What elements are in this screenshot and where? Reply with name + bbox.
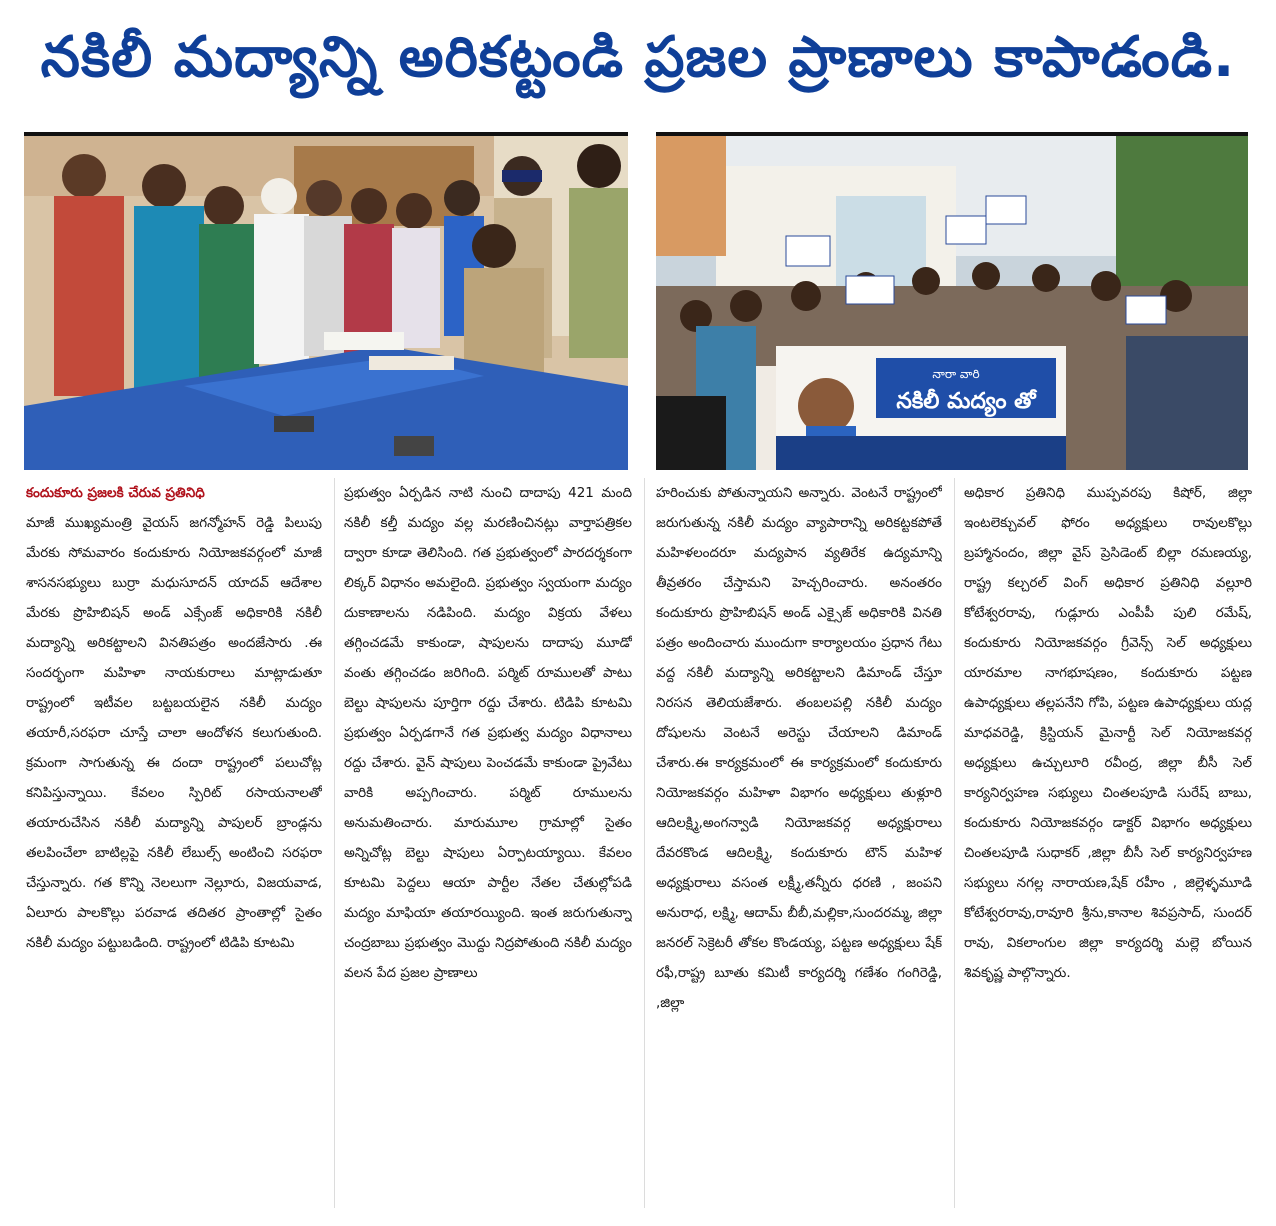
article-text: హరించుకు పోతున్నాయని అన్నారు. వెంటనే రాష్ట్రంలో జరుగుతున్న నకిలీ మద్యం వ్యాపారాన్ని అరికట్టకపోతే మహిళలందరూ మద్యపాన వ్యతిరేక ఉద్యమాన్ని తీవ్రతరం చేస్తామని హెచ్చరించారు. అనంతరం కందుకూరు ప్రొహిబిషన్ అండ్ ఎక్సైజ్ అధికారికి వినతి పత్రం అందించారు ముందుగా కార్యాలయం ప్రధాన గేటు వద్ద నకిలీ మద్యాన్ని అరికట్టాలని డిమాండ్ చేస్తూ నిరసన తెలియజేశారు. తంబలపల్లి నకిలీ మద్యం దోషులను వెంటనే అరెస్టు చేయాలని డిమాండ్ చేశారు.ఈ కార్యక్రమంలో ఈ కార్యక్రమంలో కందుకూరు నియోజకవర్గం మహిళా విభాగం అధ్యక్షులు తుళ్లూరి ఆదిలక్ష్మి,అంగన్వాడి నియోజకవర్గ అధ్యక్షురాలు దేవరకొండ ఆదిలక్ష్మి, కందుకూరు టౌన్ మహిళ అధ్యక్షురాలు వసంత లక్ష్మీ,తన్నీరు ధరణి , జంపని అనురాధ, లక్ష్మి, ఆదామ్ బీబీ,మల్లికా,సుందరమ్మ, జిల్లా జనరల్ సెక్రెటరీ తోకల కొండయ్య, పట్టణ అధ్యక్షులు షేక్ రఫీ,రాష్ట్ర బూతు కమిటీ కార్యదర్శి గణేశం గంగిరెడ్డి, ,జిల్లా — [656, 485, 942, 1011]
article-column-3 — [656, 478, 942, 1218]
photo-protest-banner — [656, 132, 1248, 470]
article-column-4 — [964, 478, 1252, 1218]
article-text: ప్రభుత్వం ఏర్పడిన నాటి నుంచి దాదాపు 421 మంది నకిలీ కల్తీ మద్యం వల్ల మరణించినట్లు వార్తాపత్రికల ద్వారా కూడా తెలిసింది. గత ప్రభుత్వంలో పారదర్శకంగా లిక్కర్ విధానం అమలైంది. ప్రభుత్వం స్వయంగా మద్యం దుకాణాలను నడిపింది. మద్యం విక్రయ వేళలు తగ్గించడమే కాకుండా, షాపులను దాదాపు మూడో వంతు తగ్గించడం జరిగింది. పర్మిట్ రూములతో పాటు బెల్టు షాపులను పూర్తిగా రద్దు చేశారు. టిడిపి కూటమి ప్రభుత్వం ఏర్పడగానే గత ప్రభుత్వ మద్యం విధానాలు రద్దు చేశారు. వైన్ షాపులు పెంచడమే కాకుండా ప్రైవేటు వారికి అప్పగించారు. పర్మిట్ రూములను అనుమతించారు. మారుమూల గ్రామాల్లో సైతం అన్నిచోట్ల బెల్టు షాపులు ఏర్పాటయ్యాయి. కేవలం కూటమి పెద్దలు ఆయా పార్టీల నేతల చేతుల్లోపడి మద్యం మాఫియా తయారయ్యింది. ఇంత జరుగుతున్నా చంద్రబాబు ప్రభుత్వం మొద్దు నిద్రపోతుంది నకిలీ మద్యం వలన పేద ప్రజల ప్రాణాలు — [344, 485, 632, 981]
article-text: మాజీ ముఖ్యమంత్రి వైయస్ జగన్మోహన్ రెడ్డి పిలుపు మేరకు సోమవారం కందుకూరు నియోజకవర్గంలో మాజీ శాసనసభ్యులు బుర్రా మధుసూదన్ యాదవ్ ఆదేశాల మేరకు ప్రొహిబిషన్ అండ్ ఎక్సేంజ్ అధికారికి నకిలీ మద్యాన్ని అరికట్టాలని వినతిపత్రం అందజేసారు .ఈ సందర్భంగా మహిళా నాయకురాలు మాట్లాడుతూ రాష్ట్రంలో ఇటీవల బట్టబయలైన నకిలీ మద్యం తయారీ,సరఫరా చూస్తే చాలా ఆందోళన కలుగుతుంది. క్రమంగా సాగుతున్న ఈ దందా రాష్ట్రంలో పలుచోట్ల కనిపిస్తున్నాయి. కేవలం స్పిరిట్ రసాయనాలతో తయారుచేసిన నకిలీ మద్యాన్ని పాపులర్ బ్రాండ్లను తలపించేలా బాటిల్లపై నకిలీ లేబుల్స్ అంటించి సరఫరా చేస్తున్నారు. గత కొన్ని నెలలుగా నెల్లూరు, విజయవాడ, ఏలూరు పాలకొల్లు పరవాడ తదితర ప్రాంతాల్లో సైతం నకిలీ మద్యం పట్టుబడింది. రాష్ట్రంలో టిడిపి కూటమి — [26, 515, 322, 951]
column-divider — [954, 478, 955, 1208]
banner-line-2: నకిలీ మద్యం తో — [896, 389, 1036, 414]
headline: నకిలీ మద్యాన్ని అరికట్టండి ప్రజల ప్రాణాలు కాపాడండి. — [40, 25, 1236, 90]
byline: కందుకూరు ప్రజలకి చేరువ ప్రతినిధి — [26, 485, 205, 501]
photo-petition-submission — [24, 132, 628, 470]
article-column-1 — [26, 478, 322, 1218]
banner-line-1: నారా వారి — [932, 367, 980, 381]
column-divider — [644, 478, 645, 1208]
article-column-2 — [344, 478, 632, 1218]
article-text: అధికార ప్రతినిధి ముప్పవరపు కిషోర్, జిల్లా ఇంటలెక్చువల్ ఫోరం అధ్యక్షులు రావులకొల్లు బ్రహ్మానందం, జిల్లా వైస్ ప్రెసిడెంట్ బిల్లా రమణయ్య, రాష్ట్ర కల్చరల్ వింగ్ అధికార ప్రతినిధి వల్లూరి కోటేశ్వరరావు, గుడ్లూరు ఎంపీపీ పులి రమేష్, కందుకూరు నియోజకవర్గం గ్రీవెన్స్ సెల్ అధ్యక్షులు యారమాల నాగభూషణం, కందుకూరు పట్టణ ఉపాధ్యక్షులు తల్లపనేని గోపి, పట్టణ ఉపాధ్యక్షులు యద్ల మాధవరెడ్డి, క్రిస్టియన్ మైనార్టీ సెల్ నియోజకవర్గ అధ్యక్షులు ఉచ్చులూరి రవీంద్ర, జిల్లా బీసీ సెల్ కార్యనిర్వహణ సభ్యులు చింతలపూడి సురేష్ బాబు, కందుకూరు నియోజకవర్గం డాక్టర్ విభాగం అధ్యక్షులు చింతలపూడి సుధాకర్ ,జిల్లా బీసీ సెల్ కార్యనిర్వహణ సభ్యులు నగల్ల నారాయణ,షేక్ రహీం , జిల్లెళ్ళమూడి కోటేశ్వరరావు,రావూరి శ్రీను,కానాల శివప్రసాద్, సుందర్ రావు, వికలాంగుల జిల్లా కార్యదర్శి మల్లె బోయిన శివకృష్ణ పాల్గొన్నారు. — [964, 485, 1252, 981]
column-divider — [334, 478, 335, 1208]
